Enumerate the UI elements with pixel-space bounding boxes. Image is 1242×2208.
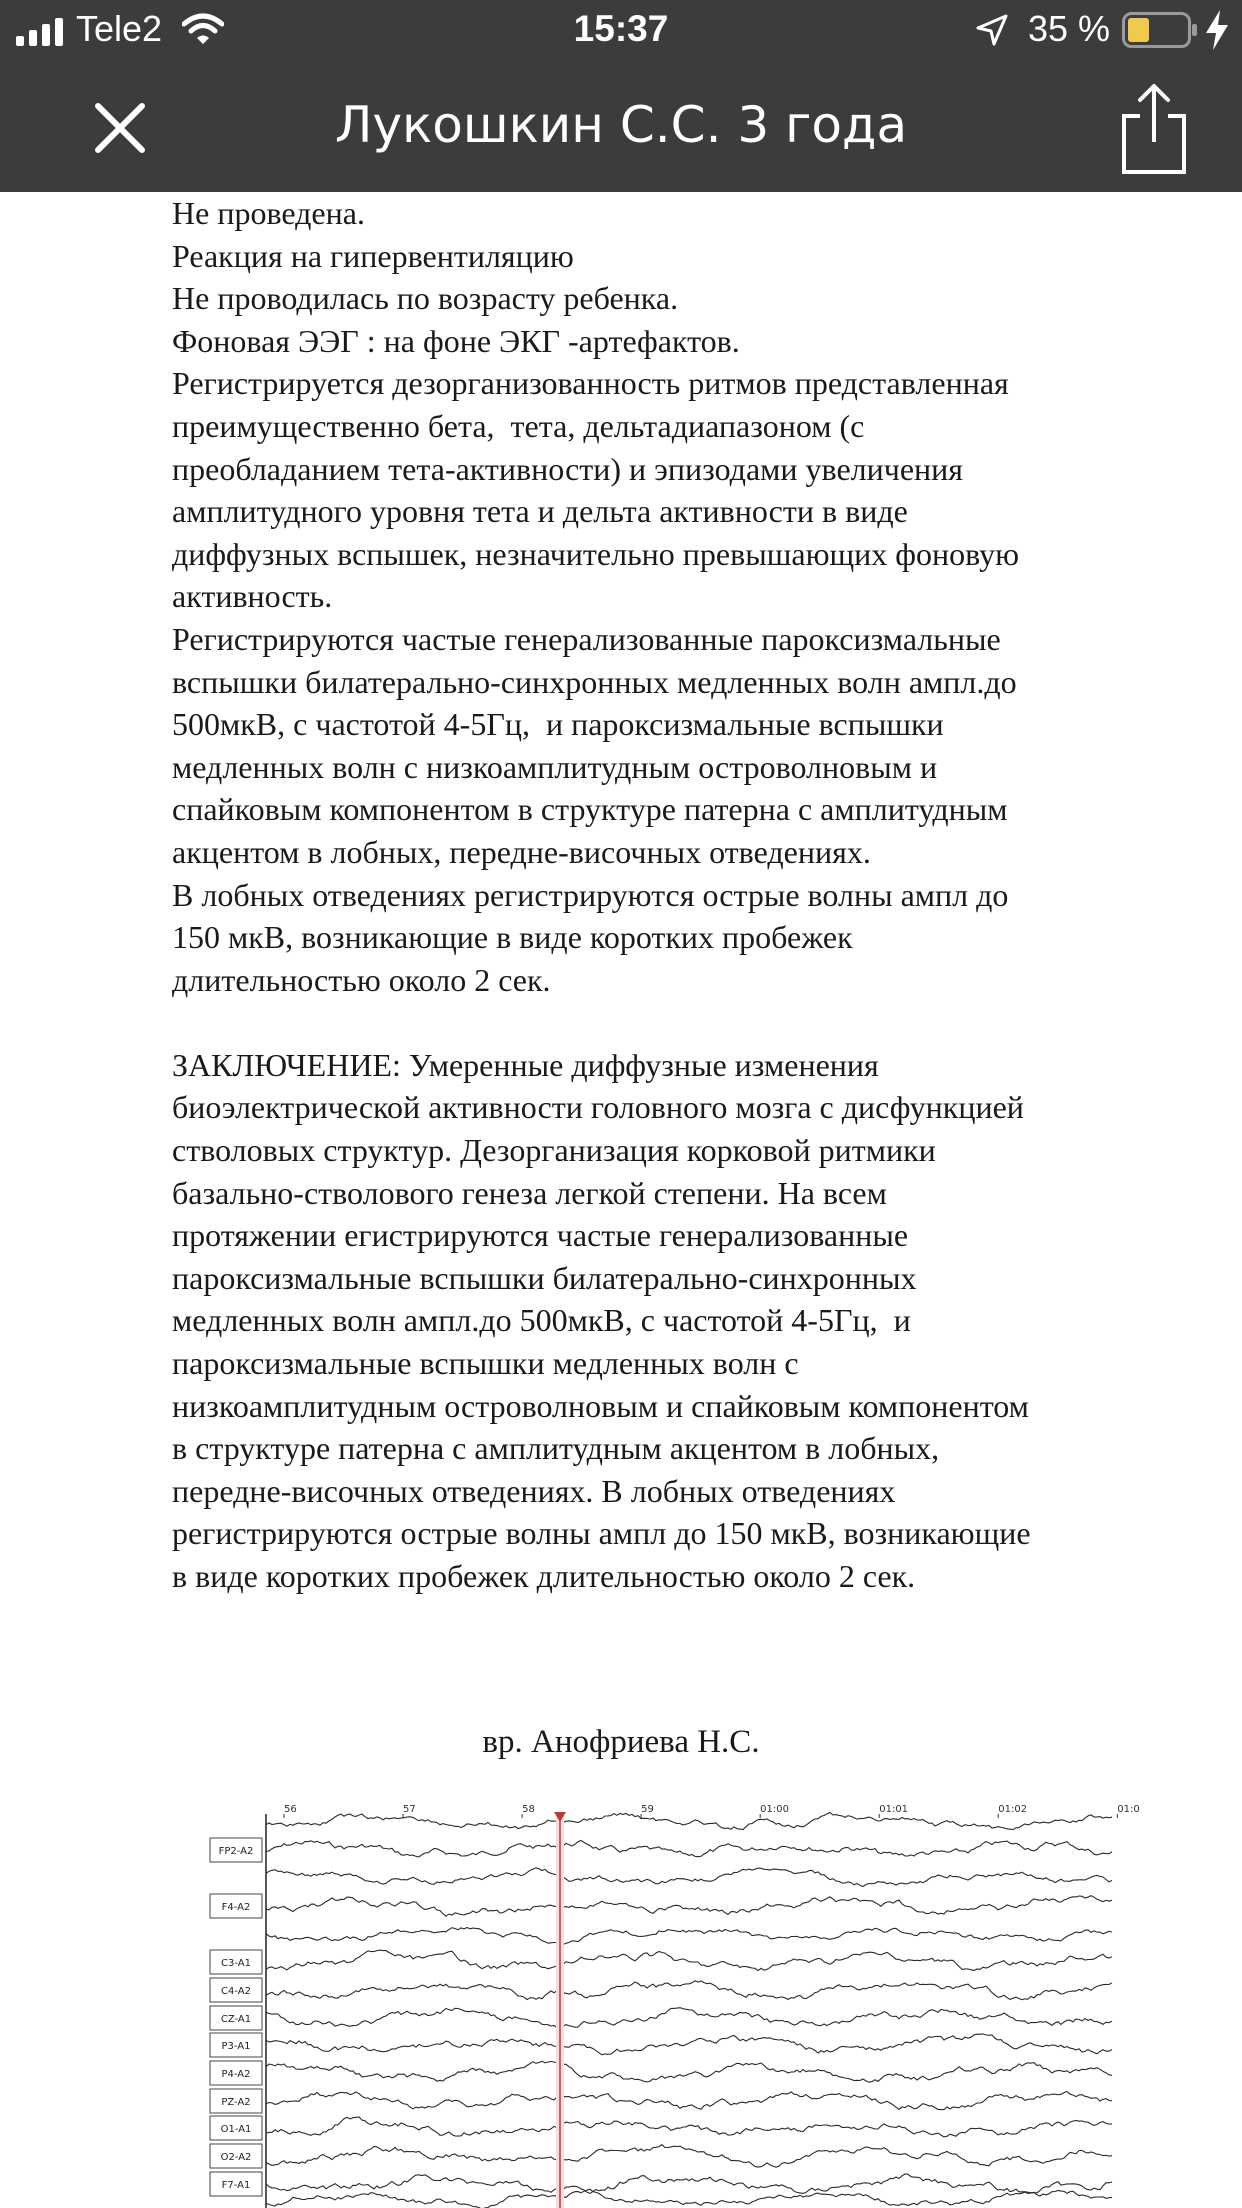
document-line: диффузных вспышек, незначительно превышающих фоновую — [172, 535, 1020, 572]
document-line: 150 мкВ, возникающие в виде коротких пробежек — [172, 919, 853, 956]
document-body — [172, 192, 1172, 1598]
eeg-trace — [266, 2034, 1112, 2055]
document-line: низкоамплитудным островолновым и спайковым компонентом — [172, 1387, 1029, 1424]
eeg-channel-label: C4-A2 — [221, 1986, 251, 1997]
eeg-time-label: 57 — [403, 1804, 416, 1815]
eeg-trace — [266, 1928, 1112, 1945]
document-line: медленных волн ампл.до 500мкВ, с частотой 4-5Гц, и — [172, 1302, 911, 1339]
document-line: стволовых структур. Дезорганизация корковой ритмики — [172, 1132, 936, 1169]
eeg-time-label: 01:00 — [760, 1804, 790, 1815]
eeg-trace — [266, 1981, 1112, 2000]
eeg-trace — [266, 2145, 1112, 2168]
document-line: В лобных отведениях регистрируются острые волны ампл до — [172, 876, 1009, 913]
document-line: базально-стволового генеза легкой степени. На всем — [172, 1174, 887, 1211]
document-line: биоэлектрической активности головного мозга с дисфункцией — [172, 1089, 1024, 1126]
document-line: протяжении егистрируются частые генерализованные — [172, 1217, 909, 1254]
document-line: Фоновая ЭЭГ : на фоне ЭКГ -артефактов. — [172, 322, 740, 359]
eeg-marker-head — [554, 1812, 566, 1822]
status-bar — [0, 0, 1242, 62]
eeg-channel-label: CZ-A1 — [220, 2014, 252, 2025]
document-line: акцентом в лобных, передне-височных отведениях. — [172, 833, 871, 870]
document-line: активность. — [172, 578, 333, 615]
eeg-trace — [266, 1813, 1112, 1830]
eeg-recording-figure — [190, 1800, 1190, 2208]
eeg-channel-label: P4-A2 — [221, 2069, 251, 2080]
eeg-channel-label: O1-A1 — [220, 2124, 252, 2135]
navigation-bar — [0, 62, 1242, 192]
eeg-channel-label: O2-A2 — [220, 2152, 252, 2163]
doctor-signature: вр. Анофриева Н.С. — [482, 1724, 760, 1760]
eeg-trace — [266, 1841, 1112, 1857]
eeg-channel-label: PZ-A2 — [221, 2097, 251, 2108]
document-line — [172, 1001, 1172, 1044]
document-line: длительностью около 2 сек. — [172, 961, 551, 998]
eeg-trace — [266, 2008, 1112, 2028]
document-line: спайковым компонентом в структуре патерна с амплитудным — [172, 791, 1008, 828]
eeg-trace — [266, 2061, 1112, 2082]
eeg-channel-label: C3-A1 — [221, 1958, 251, 1969]
eeg-channel-label: P3-A1 — [221, 2041, 251, 2052]
document-line: Не проведена. — [172, 195, 365, 231]
document-line: преобладанием тета-активности) и эпизодами увеличения — [172, 450, 964, 487]
document-line: в виде коротких пробежек длительностью около 2 сек. — [172, 1558, 916, 1594]
document-line: регистрируются острые волны ампл до 150 мкВ, возникающие — [172, 1515, 1031, 1552]
document-line: пароксизмальные вспышки медленных волн с — [172, 1345, 799, 1382]
battery-percent: 35 % — [1027, 8, 1110, 49]
eeg-trace — [266, 1950, 1112, 1971]
eeg-channel-label: F7-A1 — [221, 2180, 251, 2191]
eeg-time-label: 56 — [284, 1804, 297, 1815]
eeg-channel-label: F4-A2 — [221, 1902, 251, 1913]
page-title: Лукошкин С.С. 3 года — [334, 96, 908, 154]
document-line: медленных волн с низкоамплитудным островолновым и — [172, 748, 938, 785]
location-arrow-icon — [976, 14, 1008, 46]
eeg-trace — [266, 2092, 1112, 2110]
eeg-time-label: 01:0 — [1117, 1804, 1140, 1815]
document-line: Не проводилась по возрасту ребенка. — [172, 280, 679, 317]
battery-icon — [1122, 12, 1198, 48]
eeg-trace — [266, 2189, 1112, 2208]
document-line: пароксизмальные вспышки билатерально-синхронных — [172, 1259, 917, 1296]
document-line: ЗАКЛЮЧЕНИЕ: Умеренные диффузные изменения — [172, 1046, 879, 1083]
document-line: 500мкВ, с частотой 4-5Гц, и пароксизмальные вспышки — [172, 706, 944, 743]
eeg-time-label: 01:01 — [879, 1804, 909, 1815]
carrier-name: Tele2 — [76, 8, 163, 49]
status-time: 15:37 — [573, 8, 669, 49]
document-line: вспышки билатерально-синхронных медленных волн ампл.до — [172, 663, 1017, 700]
eeg-trace — [266, 1896, 1112, 1917]
eeg-time-label: 58 — [522, 1804, 535, 1815]
charging-bolt-icon — [1204, 10, 1230, 50]
document-line: передне-височных отведениях. В лобных отведениях — [172, 1472, 896, 1509]
eeg-trace — [266, 2117, 1112, 2137]
document-line: амплитудного уровня тета и дельта активности в виде — [172, 493, 908, 530]
eeg-time-label: 01:02 — [998, 1804, 1028, 1815]
document-line: преимущественно бета, тета, дельтадиапазоном (с — [172, 407, 865, 444]
eeg-trace — [266, 1868, 1112, 1887]
document-line: Реакция на гипервентиляцию — [172, 237, 574, 274]
eeg-channel-label: FP2-A2 — [218, 1846, 254, 1857]
document-line: в структуре патерна с амплитудным акцентом в лобных, — [172, 1430, 940, 1467]
eeg-time-label: 59 — [641, 1804, 654, 1815]
share-icon — [1118, 80, 1190, 176]
eeg-trace — [266, 2174, 1112, 2193]
document-line: Регистрируются частые генерализованные пароксизмальные — [172, 620, 1001, 657]
document-line: Регистрируется дезорганизованность ритмов представленная — [172, 365, 1009, 402]
share-button[interactable] — [1118, 80, 1190, 176]
